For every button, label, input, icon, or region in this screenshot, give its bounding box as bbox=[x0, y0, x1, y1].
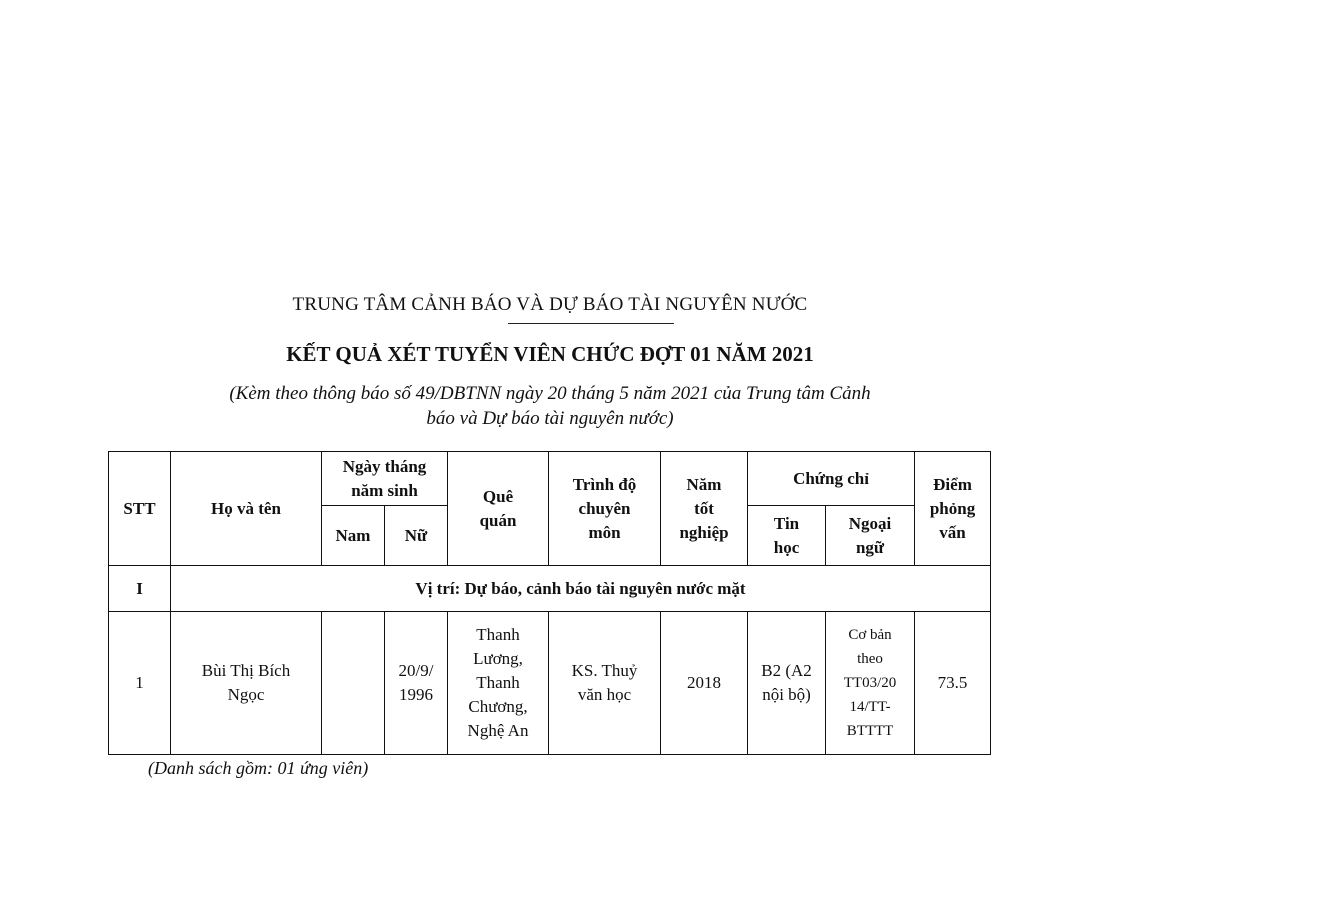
document-title: KẾT QUẢ XÉT TUYỂN VIÊN CHỨC ĐỢT 01 NĂM 2021 bbox=[286, 342, 814, 366]
section-index: I bbox=[109, 566, 171, 612]
cell-it-certificate bbox=[748, 612, 826, 755]
cell-hometown-line3: Thanh bbox=[476, 673, 520, 692]
header-foreign-language-line2: ngữ bbox=[855, 537, 885, 557]
header-foreign-language bbox=[826, 506, 915, 566]
header-female: Nữ bbox=[385, 506, 448, 566]
cell-hometown-line2: Lương, bbox=[473, 649, 523, 668]
document-subtitle bbox=[140, 381, 960, 431]
header-dob-line2: năm sinh bbox=[351, 480, 418, 500]
cell-female-line2: 1996 bbox=[399, 685, 433, 704]
cell-foreign-language-line1: Cơ bản bbox=[848, 627, 892, 643]
cell-it-line1: B2 (A2 bbox=[761, 661, 812, 680]
header-qualification-line2: chuyên bbox=[578, 498, 631, 518]
cell-name-line2: Ngọc bbox=[227, 685, 265, 704]
cell-hometown-line5: Nghệ An bbox=[467, 721, 529, 740]
header-score-line2: phỏng bbox=[929, 498, 976, 518]
subtitle-line-1: (Kèm theo thông báo số 49/DBTNN ngày 20 tháng 5 năm 2021 của Trung tâm Cảnh bbox=[229, 383, 871, 404]
cell-female-line1: 20/9/ bbox=[398, 661, 434, 680]
header-it-line2: học bbox=[773, 537, 800, 557]
header-grad-year-line1: Năm bbox=[686, 474, 722, 494]
header-dob bbox=[322, 452, 448, 506]
cell-grad-year: 2018 bbox=[661, 612, 748, 755]
cell-it-line2: nội bộ) bbox=[762, 685, 811, 704]
header-qualification-line3: môn bbox=[588, 522, 621, 542]
cell-male bbox=[322, 612, 385, 755]
cell-hometown-line4: Chương, bbox=[468, 697, 528, 716]
header-grad-year-line2: tốt bbox=[694, 498, 714, 518]
header-stt: STT bbox=[109, 452, 171, 566]
header-hometown-line1: Quê bbox=[482, 486, 514, 506]
header-name: Họ và tên bbox=[171, 452, 322, 566]
header-score-line1: Điểm bbox=[933, 474, 972, 494]
header-it-line1: Tin bbox=[773, 513, 800, 533]
header-grad-year-line3: nghiệp bbox=[679, 522, 729, 542]
cell-hometown-line1: Thanh bbox=[476, 625, 520, 644]
header-it bbox=[748, 506, 826, 566]
table-row bbox=[109, 612, 991, 755]
cell-foreign-language-line3: TT03/20 bbox=[843, 675, 897, 691]
cell-name bbox=[171, 612, 322, 755]
cell-qualification-line2: văn học bbox=[577, 685, 632, 704]
header-row-1 bbox=[109, 452, 991, 506]
cell-foreign-language bbox=[826, 612, 915, 755]
cell-name-line1: Bùi Thị Bích bbox=[201, 661, 291, 680]
header-hometown bbox=[448, 452, 549, 566]
cell-foreign-language-line4: 14/TT- bbox=[849, 699, 891, 715]
section-row bbox=[109, 566, 991, 612]
header-foreign-language-line1: Ngoại bbox=[848, 513, 892, 533]
cell-foreign-language-line5: BTTTT bbox=[846, 723, 894, 739]
header-hometown-line2: quán bbox=[479, 510, 517, 530]
footnote: (Danh sách gồm: 01 ứng viên) bbox=[148, 758, 369, 778]
header-qualification bbox=[549, 452, 661, 566]
header-certificates: Chứng chỉ bbox=[748, 452, 915, 506]
header-qualification-line1: Trình độ bbox=[572, 474, 637, 494]
cell-qualification bbox=[549, 612, 661, 755]
header-male: Nam bbox=[322, 506, 385, 566]
cell-female bbox=[385, 612, 448, 755]
header-dob-line1: Ngày tháng bbox=[342, 456, 427, 476]
cell-score: 73.5 bbox=[915, 612, 991, 755]
cell-stt: 1 bbox=[109, 612, 171, 755]
organization-name: TRUNG TÂM CẢNH BÁO VÀ DỰ BÁO TÀI NGUYÊN NƯỚC bbox=[292, 294, 808, 315]
organization-underline bbox=[508, 323, 674, 324]
subtitle-line-2: báo và Dự báo tài nguyên nước) bbox=[426, 408, 674, 429]
header-score-line3: vấn bbox=[939, 522, 966, 542]
cell-foreign-language-line2: theo bbox=[857, 651, 883, 667]
cell-hometown bbox=[448, 612, 549, 755]
results-table bbox=[108, 451, 991, 755]
section-label: Vị trí: Dự báo, cảnh báo tài nguyên nước mặt bbox=[171, 566, 991, 612]
cell-qualification-line1: KS. Thuỷ bbox=[571, 661, 638, 680]
header-score bbox=[915, 452, 991, 566]
header-grad-year bbox=[661, 452, 748, 566]
